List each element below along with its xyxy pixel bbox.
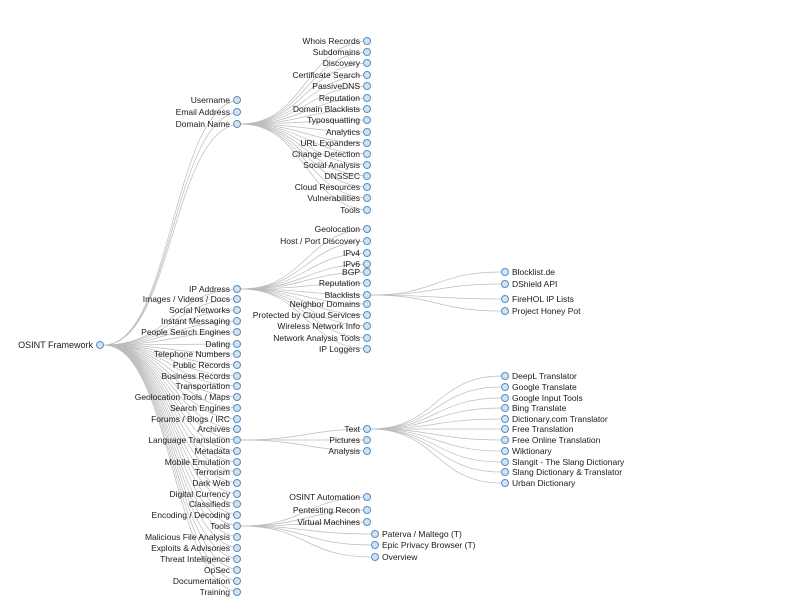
tree-node[interactable] — [289, 299, 371, 309]
node-dot-icon[interactable] — [363, 150, 371, 158]
tree-node[interactable] — [342, 248, 371, 258]
tree-node[interactable] — [210, 521, 241, 531]
node-label: IPv4 — [342, 248, 360, 258]
node-dot-icon[interactable] — [363, 447, 371, 455]
node-dot-icon[interactable] — [363, 139, 371, 147]
tree-node[interactable] — [344, 424, 371, 434]
tree-node[interactable] — [199, 587, 241, 597]
node-label: Dating — [205, 339, 230, 349]
node-label: Wireless Network Info — [277, 321, 360, 331]
node-dot-icon[interactable] — [501, 468, 509, 476]
tree-node[interactable] — [142, 294, 241, 304]
tree-node[interactable] — [501, 279, 558, 289]
node-dot-icon[interactable] — [233, 372, 241, 380]
tree-node[interactable] — [328, 446, 371, 456]
node-dot-icon[interactable] — [233, 479, 241, 487]
tree-node[interactable] — [160, 554, 241, 564]
tree-node[interactable] — [501, 393, 583, 403]
node-dot-icon[interactable] — [363, 116, 371, 124]
node-dot-icon[interactable] — [363, 206, 371, 214]
node-label: Geolocation Tools / Maps — [134, 392, 230, 402]
node-label: Wiktionary — [512, 446, 552, 456]
node-dot-icon[interactable] — [363, 237, 371, 245]
node-dot-icon[interactable] — [501, 415, 509, 423]
tree-node[interactable] — [161, 316, 241, 326]
tree-node[interactable] — [303, 160, 371, 170]
tree-node[interactable] — [501, 467, 623, 477]
node-dot-icon[interactable] — [363, 311, 371, 319]
node-dot-icon[interactable] — [233, 96, 241, 104]
node-label: DNSSEC — [324, 171, 360, 181]
tree-node[interactable] — [307, 115, 371, 125]
tree-node[interactable] — [318, 278, 371, 288]
tree-node[interactable] — [324, 171, 371, 181]
node-label: Free Online Translation — [512, 435, 601, 445]
node-label: IPv6 — [342, 259, 360, 269]
node-label: Telephone Numbers — [153, 349, 230, 359]
tree-node[interactable] — [144, 532, 241, 542]
node-dot-icon[interactable] — [363, 322, 371, 330]
node-dot-icon[interactable] — [501, 383, 509, 391]
node-dot-icon[interactable] — [233, 425, 241, 433]
tree-node[interactable] — [277, 321, 371, 331]
node-label: Slang Dictionary & Translator — [512, 467, 623, 477]
node-dot-icon[interactable] — [233, 500, 241, 508]
tree-node[interactable] — [190, 95, 241, 105]
tree-node[interactable] — [151, 543, 241, 553]
node-label: Virtual Machines — [297, 517, 360, 527]
tree-node[interactable] — [340, 205, 371, 215]
node-label: Geolocation — [314, 224, 360, 234]
node-dot-icon[interactable] — [363, 94, 371, 102]
node-label: Whois Records — [302, 36, 360, 46]
node-label: Language Translation — [148, 435, 230, 445]
node-label: PassiveDNS — [312, 81, 360, 91]
node-label: Username — [190, 95, 230, 105]
node-dot-icon[interactable] — [233, 458, 241, 466]
tree-node[interactable] — [172, 576, 241, 586]
node-label: Email Address — [175, 107, 230, 117]
tree-node[interactable] — [197, 424, 241, 434]
tree-node[interactable] — [371, 552, 418, 562]
node-dot-icon[interactable] — [501, 372, 509, 380]
tree-node[interactable] — [325, 127, 371, 137]
node-dot-icon[interactable] — [233, 285, 241, 293]
node-dot-icon[interactable] — [233, 415, 241, 423]
node-label: Google Translate — [512, 382, 577, 392]
tree-node[interactable] — [172, 360, 241, 370]
node-dot-icon[interactable] — [501, 295, 509, 303]
node-dot-icon[interactable] — [363, 172, 371, 180]
node-label: Epic Privacy Browser (T) — [382, 540, 476, 550]
tree-node[interactable] — [371, 540, 476, 550]
tree-node[interactable] — [273, 333, 371, 343]
tree-node[interactable] — [289, 492, 371, 502]
node-dot-icon[interactable] — [371, 541, 379, 549]
tree-node[interactable] — [307, 193, 371, 203]
tree-node[interactable] — [312, 47, 371, 57]
node-label: Dictionary.com Translator — [512, 414, 608, 424]
tree-node[interactable] — [164, 457, 241, 467]
node-dot-icon[interactable] — [233, 566, 241, 574]
node-label: Pictures — [329, 435, 360, 445]
tree-node[interactable] — [501, 371, 577, 381]
node-dot-icon[interactable] — [363, 48, 371, 56]
tree-node[interactable] — [501, 294, 574, 304]
node-dot-icon[interactable] — [501, 280, 509, 288]
node-label: Malicious File Analysis — [144, 532, 230, 542]
node-dot-icon[interactable] — [233, 306, 241, 314]
tree-node[interactable] — [501, 457, 625, 467]
tree-node[interactable] — [501, 306, 581, 316]
node-dot-icon[interactable] — [363, 225, 371, 233]
node-label: Network Analysis Tools — [273, 333, 360, 343]
node-dot-icon[interactable] — [363, 436, 371, 444]
node-label: Reputation — [318, 93, 360, 103]
node-dot-icon[interactable] — [501, 307, 509, 315]
node-label: Dark Web — [192, 478, 230, 488]
node-label: Urban Dictionary — [512, 478, 576, 488]
tree-node[interactable] — [148, 435, 241, 445]
node-dot-icon[interactable] — [371, 553, 379, 561]
node-dot-icon[interactable] — [233, 340, 241, 348]
node-dot-icon[interactable] — [501, 394, 509, 402]
node-label: Domain Name — [175, 119, 230, 129]
node-label: IP Address — [189, 284, 230, 294]
node-dot-icon[interactable] — [363, 82, 371, 90]
node-dot-icon[interactable] — [363, 493, 371, 501]
node-dot-icon[interactable] — [363, 249, 371, 257]
node-label: IP Loggers — [319, 344, 360, 354]
node-label: OSINT Automation — [289, 492, 360, 502]
node-dot-icon[interactable] — [501, 425, 509, 433]
node-label: BGP — [342, 267, 360, 277]
node-dot-icon[interactable] — [233, 382, 241, 390]
node-dot-icon[interactable] — [233, 588, 241, 596]
node-dot-icon[interactable] — [233, 108, 241, 116]
root-node[interactable] — [18, 340, 104, 350]
node-label: People Search Engines — [141, 327, 230, 337]
node-label: Documentation — [172, 576, 230, 586]
node-label: Metadata — [194, 446, 230, 456]
tree-node[interactable] — [194, 446, 241, 456]
node-label: Slangit - The Slang Dictionary — [512, 457, 625, 467]
node-label: Change Detection — [291, 149, 360, 159]
tree-node[interactable] — [501, 267, 555, 277]
tree-node[interactable] — [501, 478, 576, 488]
node-dot-icon[interactable] — [501, 268, 509, 276]
node-dot-icon[interactable] — [501, 447, 509, 455]
node-dot-icon[interactable] — [96, 341, 104, 349]
tree-node[interactable] — [151, 414, 241, 424]
node-dot-icon[interactable] — [233, 317, 241, 325]
tree-node[interactable] — [169, 305, 241, 315]
node-label: Images / Videos / Docs — [142, 294, 230, 304]
node-label: Business Records — [161, 371, 230, 381]
node-label: Paterva / Maltego (T) — [382, 529, 462, 539]
node-dot-icon[interactable] — [233, 350, 241, 358]
node-dot-icon[interactable] — [233, 447, 241, 455]
node-dot-icon[interactable] — [363, 194, 371, 202]
node-dot-icon[interactable] — [363, 345, 371, 353]
tree-node[interactable] — [501, 424, 574, 434]
node-dot-icon[interactable] — [363, 161, 371, 169]
node-label: Free Translation — [512, 424, 574, 434]
tree-node[interactable] — [153, 349, 241, 359]
node-dot-icon[interactable] — [233, 436, 241, 444]
node-dot-icon[interactable] — [363, 59, 371, 67]
node-label: Overview — [382, 552, 418, 562]
node-dot-icon[interactable] — [363, 279, 371, 287]
tree-node[interactable] — [342, 267, 371, 277]
node-dot-icon[interactable] — [233, 533, 241, 541]
tree-node[interactable] — [175, 381, 241, 391]
node-label: Vulnerabilities — [307, 193, 360, 203]
tree-node[interactable] — [194, 467, 241, 477]
node-dot-icon[interactable] — [233, 511, 241, 519]
node-label: Text — [344, 424, 360, 434]
node-label: Domain Blacklists — [292, 104, 360, 114]
node-dot-icon[interactable] — [501, 479, 509, 487]
tree-node[interactable] — [252, 310, 371, 320]
tree-node[interactable] — [300, 138, 371, 148]
node-label: Bing Translate — [512, 403, 567, 413]
node-label: FireHOL IP Lists — [512, 294, 574, 304]
node-label: Blocklist.de — [512, 267, 555, 277]
node-label: Cloud Resources — [294, 182, 360, 192]
tree-node[interactable] — [169, 403, 241, 413]
node-label: Host / Port Discovery — [280, 236, 360, 246]
node-label: Pentesting Recon — [292, 505, 360, 515]
tree-node[interactable] — [294, 182, 371, 192]
tree-node[interactable] — [318, 93, 371, 103]
tree-node[interactable] — [169, 489, 241, 499]
node-label: Analytics — [325, 127, 360, 137]
tree-node[interactable] — [291, 149, 371, 159]
node-dot-icon[interactable] — [233, 120, 241, 128]
tree-node[interactable] — [312, 81, 371, 91]
tree-node[interactable] — [205, 339, 241, 349]
node-dot-icon[interactable] — [363, 183, 371, 191]
node-dot-icon[interactable] — [233, 328, 241, 336]
tree-node[interactable] — [329, 435, 371, 445]
node-dot-icon[interactable] — [233, 361, 241, 369]
node-dot-icon[interactable] — [233, 544, 241, 552]
node-label: Forums / Blogs / IRC — [151, 414, 230, 424]
node-label: Certificate Search — [292, 70, 360, 80]
node-dot-icon[interactable] — [363, 37, 371, 45]
tree-node[interactable] — [189, 284, 241, 294]
node-label: Analysis — [328, 446, 360, 456]
tree-node[interactable] — [292, 505, 371, 515]
tree-node[interactable] — [501, 435, 601, 445]
node-label: Classifieds — [188, 499, 230, 509]
tree-node[interactable] — [501, 414, 608, 424]
node-label: Reputation — [318, 278, 360, 288]
node-label: DShield API — [512, 279, 558, 289]
tree-node[interactable] — [204, 565, 241, 575]
node-dot-icon[interactable] — [363, 334, 371, 342]
node-dot-icon[interactable] — [363, 71, 371, 79]
node-label: URL Expanders — [300, 138, 360, 148]
node-dot-icon[interactable] — [233, 490, 241, 498]
node-label: Terrorism — [194, 467, 230, 477]
node-dot-icon[interactable] — [363, 105, 371, 113]
node-dot-icon[interactable] — [371, 530, 379, 538]
node-dot-icon[interactable] — [363, 300, 371, 308]
tree-node[interactable] — [134, 392, 241, 402]
node-label: Transportation — [175, 381, 230, 391]
tree-node[interactable] — [297, 517, 371, 527]
node-dot-icon[interactable] — [233, 468, 241, 476]
node-label: Public Records — [172, 360, 230, 370]
node-label: Protected by Cloud Services — [252, 310, 360, 320]
tree-node[interactable] — [319, 344, 371, 354]
node-dot-icon[interactable] — [501, 436, 509, 444]
tree-node[interactable] — [188, 499, 241, 509]
node-dot-icon[interactable] — [233, 404, 241, 412]
tree-node[interactable] — [141, 327, 241, 337]
tree-node[interactable] — [371, 529, 462, 539]
node-label: Google Input Tools — [512, 393, 583, 403]
tree-node[interactable] — [501, 446, 552, 456]
node-label: Project Honey Pot — [512, 306, 581, 316]
node-dot-icon[interactable] — [363, 128, 371, 136]
tree-node[interactable] — [175, 107, 241, 117]
node-dot-icon[interactable] — [501, 458, 509, 466]
tree-node[interactable] — [175, 119, 241, 129]
node-dot-icon[interactable] — [363, 268, 371, 276]
node-dot-icon[interactable] — [501, 404, 509, 412]
node-label: Tools — [340, 205, 360, 215]
node-label: Neighbor Domains — [289, 299, 360, 309]
node-label: Tools — [210, 521, 230, 531]
node-label: Blacklists — [324, 290, 360, 300]
tree-node[interactable] — [501, 403, 567, 413]
tree-node[interactable] — [192, 478, 241, 488]
node-label: OpSec — [204, 565, 230, 575]
tree-node[interactable] — [151, 510, 241, 520]
node-label: Discovery — [322, 58, 360, 68]
node-label: Training — [199, 587, 230, 597]
node-dot-icon[interactable] — [233, 555, 241, 563]
node-label: Archives — [197, 424, 230, 434]
tree-node[interactable] — [501, 382, 577, 392]
node-dot-icon[interactable] — [233, 522, 241, 530]
tree-node[interactable] — [280, 236, 371, 246]
node-label: Digital Currency — [169, 489, 230, 499]
node-dot-icon[interactable] — [363, 506, 371, 514]
node-label: Social Analysis — [303, 160, 360, 170]
node-dot-icon[interactable] — [363, 518, 371, 526]
node-label: Mobile Emulation — [164, 457, 230, 467]
tree-node[interactable] — [161, 371, 241, 381]
node-label: OSINT Framework — [18, 340, 93, 350]
node-label: Social Networks — [169, 305, 230, 315]
node-label: Instant Messaging — [161, 316, 230, 326]
node-label: Typosquatting — [307, 115, 360, 125]
node-label: DeepL Translator — [512, 371, 577, 381]
node-dot-icon[interactable] — [233, 393, 241, 401]
tree-node[interactable] — [292, 70, 371, 80]
node-label: Search Engines — [169, 403, 230, 413]
tree-node[interactable] — [292, 104, 371, 114]
tree-node[interactable] — [302, 36, 371, 46]
node-dot-icon[interactable] — [363, 425, 371, 433]
node-label: Subdomains — [312, 47, 360, 57]
node-dot-icon[interactable] — [233, 295, 241, 303]
node-dot-icon[interactable] — [233, 577, 241, 585]
tree-node[interactable] — [314, 224, 371, 234]
node-label: Exploits & Advisories — [151, 543, 230, 553]
node-label: Threat Intelligence — [160, 554, 230, 564]
node-label: Encoding / Decoding — [151, 510, 230, 520]
tree-node[interactable] — [322, 58, 371, 68]
node-dot-icon[interactable] — [363, 291, 371, 299]
